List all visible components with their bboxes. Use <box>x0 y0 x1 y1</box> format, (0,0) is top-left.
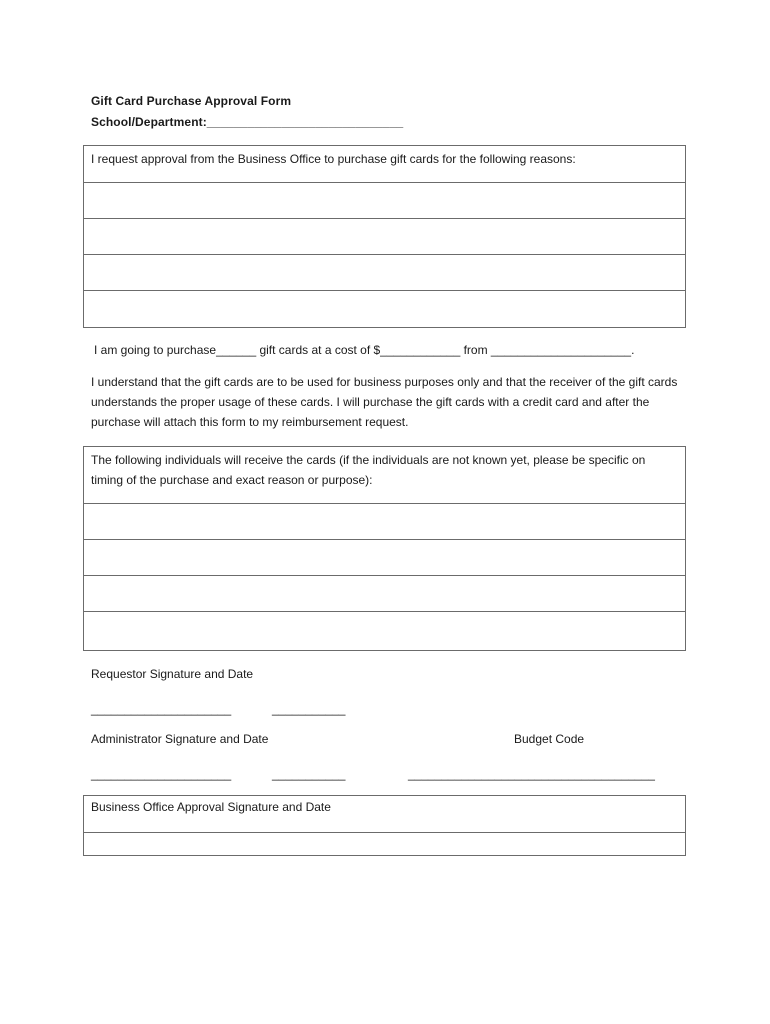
budget-code-label: Budget Code <box>514 732 585 746</box>
reasons-box <box>83 145 686 328</box>
recipients-row-3[interactable] <box>84 576 685 612</box>
recipients-row-4[interactable] <box>84 612 685 650</box>
business-office-box <box>83 795 686 856</box>
reasons-header-row <box>84 146 685 183</box>
reasons-row-2[interactable] <box>84 219 685 255</box>
requestor-date-line[interactable]: ___________ <box>272 702 346 716</box>
business-office-signature-row[interactable] <box>84 833 685 855</box>
reasons-prompt: I request approval from the Business Office to purchase gift cards for the following reasons: <box>91 152 576 166</box>
recipients-box <box>83 446 686 651</box>
budget-code-line[interactable]: _____________________________________ <box>408 767 655 781</box>
requestor-signature-line[interactable]: _____________________ <box>91 702 232 716</box>
purchase-details-line: I am going to purchase______ gift cards at a cost of $____________ from _____________________. <box>94 343 635 357</box>
reasons-row-3[interactable] <box>84 255 685 291</box>
recipients-row-1[interactable] <box>84 504 685 540</box>
recipients-header-row <box>84 447 685 504</box>
form-title: Gift Card Purchase Approval Form <box>91 94 292 108</box>
school-department-line: School/Department:_____________________________ <box>91 115 404 129</box>
reasons-row-1[interactable] <box>84 183 685 219</box>
business-office-label: Business Office Approval Signature and Date <box>91 800 331 814</box>
recipients-row-2[interactable] <box>84 540 685 576</box>
administrator-signature-label: Administrator Signature and Date <box>91 732 269 746</box>
administrator-signature-line[interactable]: _____________________ <box>91 767 232 781</box>
administrator-date-line[interactable]: ___________ <box>272 767 346 781</box>
agreement-paragraph: I understand that the gift cards are to be used for business purposes only and that the receiver of the gift cards understands the proper usage of these cards. I will purchase the gift cards with a credit card and after the purchase will attach this form to my reimbursement request. <box>91 375 678 429</box>
recipients-prompt: The following individuals will receive the cards (if the individuals are not known yet, please be specific on timing of the purchase and exact reason or purpose): <box>91 453 646 487</box>
requestor-signature-label: Requestor Signature and Date <box>91 667 254 681</box>
business-office-header-row <box>84 796 685 833</box>
reasons-row-4[interactable] <box>84 291 685 327</box>
